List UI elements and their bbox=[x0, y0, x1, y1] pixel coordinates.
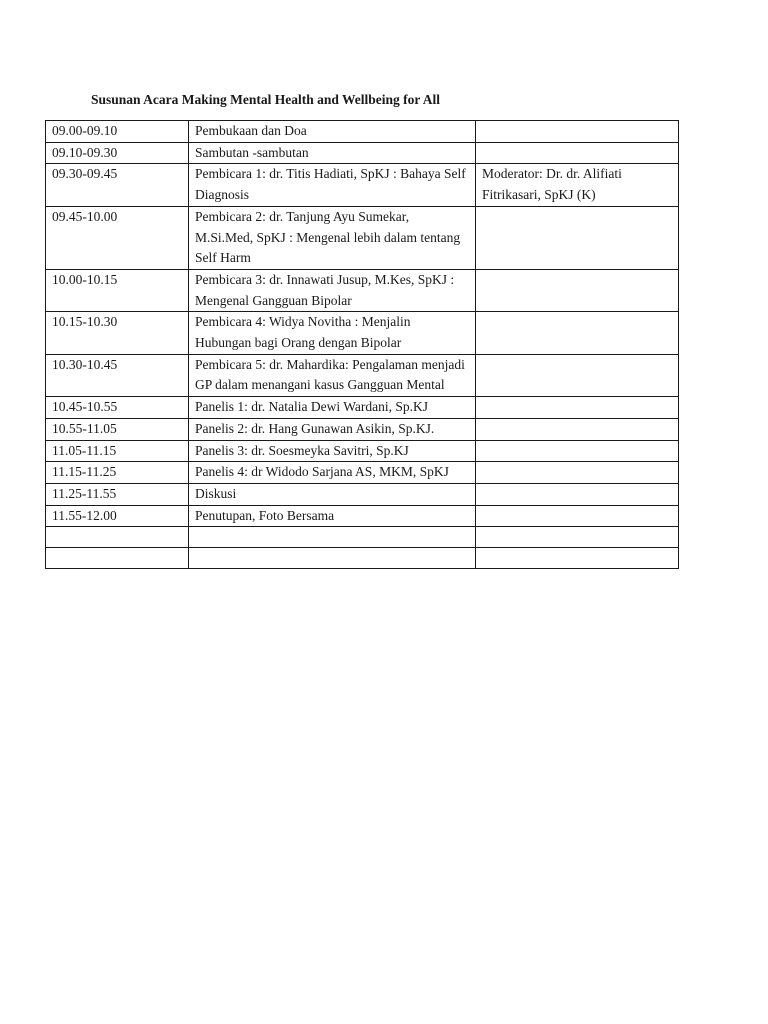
event-cell: Pembicara 4: Widya Novitha : Menjalin Hubungan bagi Orang dengan Bipolar bbox=[189, 312, 476, 354]
time-cell: 09.45-10.00 bbox=[46, 206, 189, 269]
note-cell bbox=[476, 548, 679, 569]
schedule-table bbox=[45, 120, 679, 569]
table-row bbox=[46, 206, 679, 269]
table-row bbox=[46, 354, 679, 396]
event-cell: Pembicara 5: dr. Mahardika: Pengalaman menjadi GP dalam menangani kasus Gangguan Mental bbox=[189, 354, 476, 396]
event-cell: Panelis 2: dr. Hang Gunawan Asikin, Sp.KJ. bbox=[189, 418, 476, 440]
table-row bbox=[46, 548, 679, 569]
time-cell bbox=[46, 548, 189, 569]
note-cell bbox=[476, 121, 679, 143]
event-cell: Panelis 1: dr. Natalia Dewi Wardani, Sp.KJ bbox=[189, 397, 476, 419]
note-cell bbox=[476, 418, 679, 440]
table-row bbox=[46, 527, 679, 548]
time-cell: 09.30-09.45 bbox=[46, 164, 189, 206]
event-cell: Pembicara 1: dr. Titis Hadiati, SpKJ : Bahaya Self Diagnosis bbox=[189, 164, 476, 206]
note-cell bbox=[476, 483, 679, 505]
note-cell bbox=[476, 440, 679, 462]
time-cell: 10.30-10.45 bbox=[46, 354, 189, 396]
event-cell: Diskusi bbox=[189, 483, 476, 505]
time-cell: 10.45-10.55 bbox=[46, 397, 189, 419]
time-cell: 11.55-12.00 bbox=[46, 505, 189, 527]
note-cell bbox=[476, 206, 679, 269]
time-cell: 10.00-10.15 bbox=[46, 269, 189, 311]
table-row bbox=[46, 505, 679, 527]
event-cell: Panelis 3: dr. Soesmeyka Savitri, Sp.KJ bbox=[189, 440, 476, 462]
time-cell: 11.15-11.25 bbox=[46, 462, 189, 484]
table-row bbox=[46, 483, 679, 505]
note-cell: Moderator: Dr. dr. Alifiati Fitrikasari, SpKJ (K) bbox=[476, 164, 679, 206]
event-cell: Pembukaan dan Doa bbox=[189, 121, 476, 143]
note-cell bbox=[476, 312, 679, 354]
table-row bbox=[46, 121, 679, 143]
note-cell bbox=[476, 269, 679, 311]
event-cell: Panelis 4: dr Widodo Sarjana AS, MKM, SpKJ bbox=[189, 462, 476, 484]
event-cell bbox=[189, 548, 476, 569]
event-cell: Sambutan -sambutan bbox=[189, 142, 476, 164]
note-cell bbox=[476, 354, 679, 396]
note-cell bbox=[476, 505, 679, 527]
table-row bbox=[46, 269, 679, 311]
table-row bbox=[46, 440, 679, 462]
time-cell: 09.10-09.30 bbox=[46, 142, 189, 164]
time-cell: 10.55-11.05 bbox=[46, 418, 189, 440]
table-row bbox=[46, 312, 679, 354]
event-cell: Penutupan, Foto Bersama bbox=[189, 505, 476, 527]
document-title: Susunan Acara Making Mental Health and Wellbeing for All bbox=[91, 92, 441, 107]
time-cell: 10.15-10.30 bbox=[46, 312, 189, 354]
event-cell: Pembicara 3: dr. Innawati Jusup, M.Kes, SpKJ : Mengenal Gangguan Bipolar bbox=[189, 269, 476, 311]
note-cell bbox=[476, 527, 679, 548]
time-cell: 09.00-09.10 bbox=[46, 121, 189, 143]
event-cell: Pembicara 2: dr. Tanjung Ayu Sumekar, M.Si.Med, SpKJ : Mengenal lebih dalam tentang Self Harm bbox=[189, 206, 476, 269]
table-row bbox=[46, 462, 679, 484]
time-cell bbox=[46, 527, 189, 548]
note-cell bbox=[476, 397, 679, 419]
table-row bbox=[46, 142, 679, 164]
table-row bbox=[46, 397, 679, 419]
table-row bbox=[46, 418, 679, 440]
event-cell bbox=[189, 527, 476, 548]
time-cell: 11.25-11.55 bbox=[46, 483, 189, 505]
note-cell bbox=[476, 142, 679, 164]
table-row bbox=[46, 164, 679, 206]
time-cell: 11.05-11.15 bbox=[46, 440, 189, 462]
note-cell bbox=[476, 462, 679, 484]
